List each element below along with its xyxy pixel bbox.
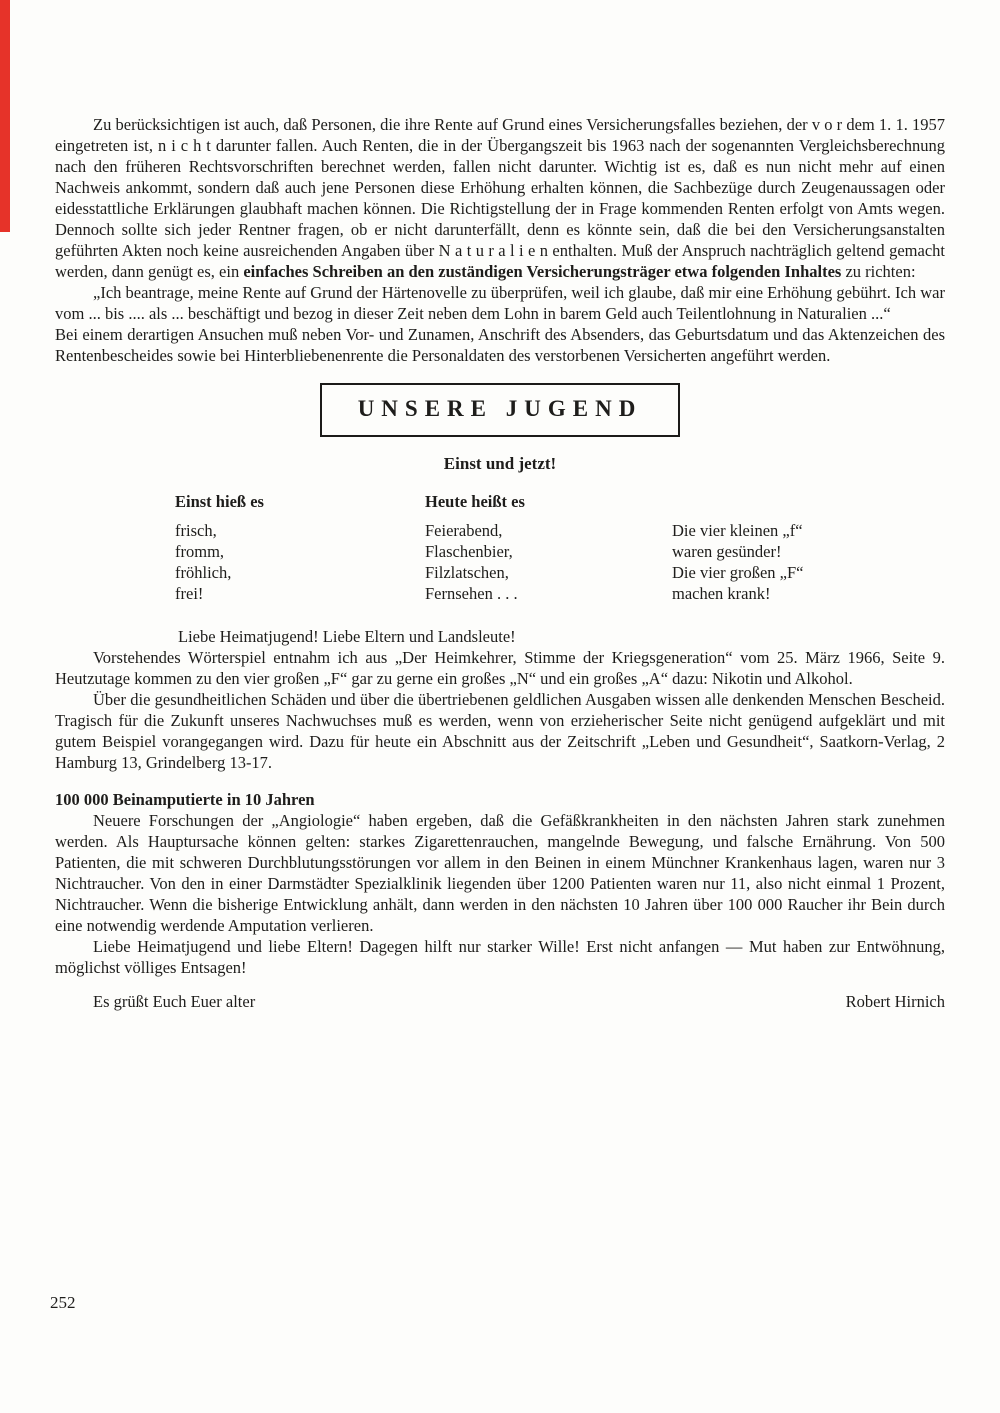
paragraph-wortspiel-quelle: Vorstehendes Wörterspiel entnahm ich aus „Der Heimkehrer, Stimme der Kriegsgeneration“ vom 25. März 1966, Seite 9. Heutzutage kommen zu den vier großen „F“ gar zu gerne ein großes „N“ und ein großes „A“ dazu: Nikotin und Alkohol. — [55, 648, 945, 688]
wordplay-cell-einst: fromm, — [175, 542, 225, 561]
wordplay-cell-note: machen krank! — [672, 584, 771, 603]
greeting-line: Liebe Heimatjugend! Liebe Eltern und Landsleute! — [178, 627, 516, 646]
paragraph-angiologie: Neuere Forschungen der „Angiologie“ haben ergeben, daß die Gefäßkrankheiten in den nächsten Jahren stark zunehmen werden. Als Hauptursache können gelten: starkes Zigarettenrauchen, mangelnde Bewegung, und falsche Ernährung. Von 500 Patienten, die mit schweren Durchblutungsstörungen vor allem in den Beinen in einem Münchner Krankenhaus lagen, waren nur 3 Nichtraucher. Von den in einer Darmstädter Spezialklinik liegenden über 1200 Patienten waren nur 11, also nicht einmal 1 Prozent, Nichtraucher. Wenn die bisherige Entwicklung anhält, dann werden in den nächsten 10 Jahren über 100 000 Raucher ihr Bein durch eine notwendig werdende Amputation verlieren. — [55, 811, 945, 935]
paragraph-gesundheitliche-schaeden: Über die gesundheitlichen Schäden und über die übertriebenen geldlichen Ausgaben wissen alle denkenden Menschen Bescheid. Tragisch für die Zukunft unseres Nachwuchses muß es werden, wenn von erzieherischer Seite nicht genügend aufgeklärt und mit gutem Beispiel vorangegangen wird. Dazu für heute ein Abschnitt aus der Zeitschrift „Leben und Gesundheit“, Saatkorn-Verlag, 2 Hamburg 13, Grindelberg 13-17. — [55, 690, 945, 772]
wordplay-cell-heute: Flaschenbier, — [425, 542, 513, 561]
red-ribbon-decoration — [0, 0, 10, 232]
paragraph-rente-haertenovelle: Zu berücksichtigen ist auch, daß Personen, die ihre Rente auf Grund eines Versicherungsfalles beziehen, der v o r dem 1. 1. 1957 eingetreten ist, n i c h t darunter fallen. Auch Renten, die in der Übergangszeit bis 1963 nach der sogenannten Vergleichsberechnung nach den früheren Rechtsvorschriften berechnet werden, fallen nicht darunter. Wichtig ist es, daß es nun nicht mehr auf einen Nachweis ankommt, sondern daß auch jene Personen diese Erhöhung erhalten können, die Sachbezüge durch Zeugenaussagen oder eidesstattliche Erklärungen glaubhaft machen können. Die Richtigstellung der in Frage kommenden Renten erfolgt von Amts wegen. Dennoch sollte sich jeder Rentner fragen, ob er nicht darunterfällt, denn es könnte sein, daß die bei den Versicherungsanstalten geführten Akten noch keine ausreichenden Angaben über N a t u r a l i e n enthalten. Muß der Anspruch nachträglich geltend gemacht werden, dann genügt es, ein einfaches Schreiben an den zuständigen Versicherungsträger etwa folgenden Inhaltes zu richten: — [55, 115, 945, 281]
signoff-greeting: Es grüßt Euch Euer alter — [93, 992, 256, 1011]
section-title-box-wrap — [55, 383, 945, 437]
section-title-box — [320, 383, 681, 437]
wordplay-table — [55, 491, 945, 604]
subtitle-einst-und-jetzt: Einst und jetzt! — [443, 454, 557, 473]
text-block — [55, 114, 945, 1012]
wordplay-cell-einst: frisch, — [175, 521, 217, 540]
signoff-row — [55, 991, 945, 1012]
wordplay-cell-note: Die vier kleinen „f“ — [672, 521, 803, 540]
paragraph-appell: Liebe Heimatjugend und liebe Eltern! Dagegen hilft nur starker Wille! Erst nicht anfangen — Mut haben zur Entwöhnung, möglichst völliges Entsagen! — [55, 937, 945, 977]
wordplay-col-header-empty — [672, 491, 945, 520]
wordplay-cell-note: Die vier großen „F“ — [672, 563, 804, 582]
paragraph-ansuchen: Bei einem derartigen Ansuchen muß neben Vor- und Zunamen, Anschrift des Absenders, das Geburtsdatum und das Aktenzeichen des Rentenbescheides sowie bei Hinterbliebenenrente die Personaldaten des verstorbenen Versicherten angeführt werden. — [55, 325, 945, 365]
wordplay-cell-heute: Fernsehen . . . — [425, 584, 518, 603]
wordplay-cell-heute: Feierabend, — [425, 521, 503, 540]
section-title-unsere-jugend: UNSERE JUGEND — [357, 396, 643, 421]
wordplay-cell-einst: frei! — [175, 584, 204, 603]
sample-letter-quote: „Ich beantrage, meine Rente auf Grund der Härtenovelle zu überprüfen, weil ich glaube, daß mir eine Erhöhung gebührt. Ich war vom ... bis .... als ... beschäftigt und bezog in dieser Zeit neben dem Lohn in barem Geld auch Teilentlohnung in Naturalien ...“ — [55, 283, 945, 323]
wordplay-cell-heute: Filzlatschen, — [425, 563, 509, 582]
page-number: 252 — [50, 1293, 76, 1312]
wordplay-col-header-heute: Heute heißt es — [425, 492, 525, 511]
heading-beinamputierte: 100 000 Beinamputierte in 10 Jahren — [55, 790, 315, 809]
wordplay-cell-note: waren gesünder! — [672, 542, 782, 561]
wordplay-cell-einst: fröhlich, — [175, 563, 232, 582]
wordplay-col-header-einst: Einst hieß es — [175, 492, 264, 511]
signoff-author: Robert Hirnich — [845, 992, 945, 1011]
